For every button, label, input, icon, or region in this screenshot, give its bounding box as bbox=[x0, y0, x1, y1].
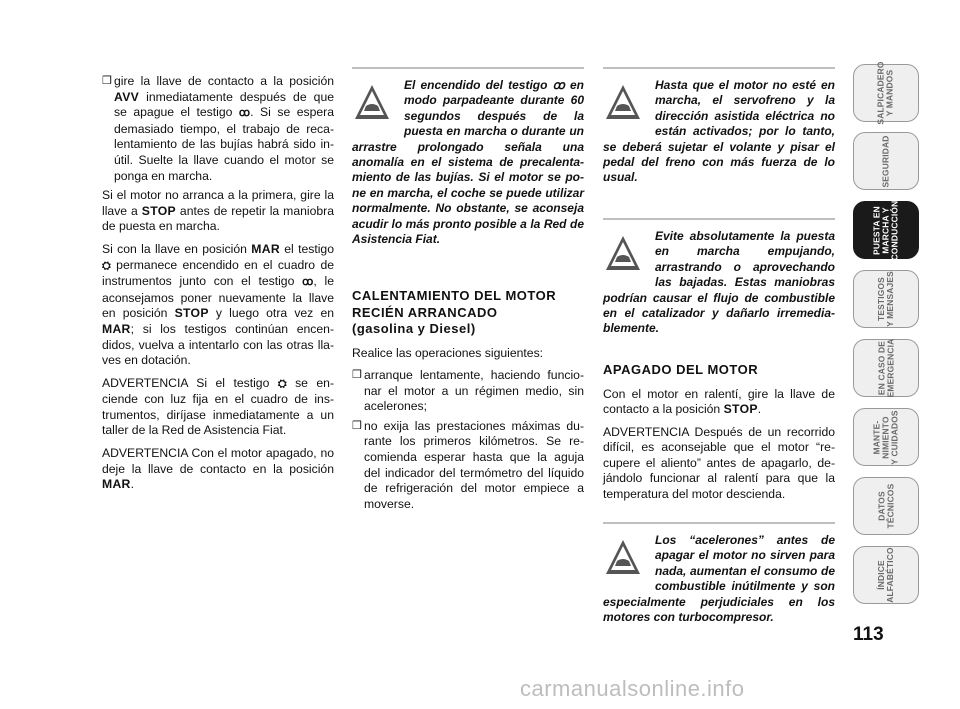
paragraph: ADVERTENCIA Con el motor apagado, no deje la llave de contacto en la posición MAR. bbox=[102, 446, 334, 492]
warning-text: Hasta que el motor no esté en marcha, el servofreno y la dirección asistida eléctrica no están activados; por lo tanto, se deberá sujetar el volante y pisar el pedal del freno con más fuerza de lo usual. bbox=[603, 78, 835, 185]
list-item bbox=[352, 368, 584, 415]
bullet-text: gire la llave de contacto a la posición AVV inmediatamente después de que se apague el testigo ꝏ. Si se espera demasiado tiempo, el trabajo de recalentamiento de las bujías habrá sido inútil. Suelte la llave cuando el motor se ponga en marcha. bbox=[114, 74, 334, 183]
tab-seguridad[interactable]: SEGURIDAD bbox=[853, 132, 919, 190]
warning-text: El encendido del testigo ꝏ en modo parpadeante durante 60 segundos después de la puesta en marcha o durante un arrastre prolongado señala una anomalía en el sistema de precalentamiento de las bujías. Si el motor se pone en marcha, el coche se puede utilizar normalmente. No obstante, se aconseja acudir lo más pronto posible a la Red de Asistencia Fiat. bbox=[352, 78, 584, 247]
right-column bbox=[603, 362, 835, 510]
paragraph: Si con la llave en posición MAR el testigo ⛭ permanece encendido en el cuadro de instrumentos junto con el testigo ꝏ, le aconsejamos poner nuevamente la llave en posición STOP y luego otra vez en MAR; si los testigos continúan encendidos, vuelva a intentarlo con las otras llaves en dotación. bbox=[102, 241, 334, 368]
tab-datos-tecnicos[interactable]: DATOS TÉCNICOS bbox=[853, 477, 919, 535]
section-heading: CALENTAMIENTO DEL MOTOR RECIÉN ARRANCADO (gasolina y Diesel) bbox=[352, 288, 557, 336]
warning-text: Los “acelerones” antes de apagar el motor no sirven para nada, aumentan el consumo de combustible inútilmente y son especialmente perjudiciales en los motores con turbocompresor. bbox=[603, 533, 835, 625]
warning-triangle-icon bbox=[352, 81, 392, 125]
warning-box bbox=[603, 229, 835, 337]
watermark: carmanualsonline.info bbox=[520, 676, 745, 701]
tab-emergencia[interactable]: EN CASO DE EMERGENCIA bbox=[853, 339, 919, 397]
list-item bbox=[352, 419, 584, 513]
separator bbox=[352, 67, 584, 69]
warning-box bbox=[603, 78, 835, 186]
tab-testigos[interactable]: TESTIGOS Y MENSAJES bbox=[853, 270, 919, 328]
tab-salpicadero[interactable]: SALPICADERO Y MANDOS bbox=[853, 64, 919, 122]
warning-text: Evite absolutamente la puesta en marcha empujando, arrastrando o aprovechando las bajadas. Estas maniobras podrían causar el flujo de combustible en el catalizador y dañarlo irremediablemente. bbox=[603, 229, 835, 336]
bullet-icon: ❒ bbox=[352, 369, 362, 382]
warning-box bbox=[603, 533, 835, 625]
paragraph: ADVERTENCIA Después de un recorrido difícil, es aconsejable que el motor “recupere el aliento” antes de apagarlo, dejándolo funcionar al ralentí para que la temperatura del motor descienda. bbox=[603, 424, 835, 502]
bullet-text: no exija las prestaciones máximas durante los primeros kilómetros. Se recomienda esperar hasta que la aguja del indicador del termómetro del líquido de refrigeración del motor empiece a moverse. bbox=[364, 418, 584, 511]
paragraph: Con el motor en ralentí, gire la llave de contacto a la posición STOP. bbox=[603, 386, 835, 417]
separator bbox=[603, 67, 835, 69]
page-number: 113 bbox=[853, 624, 884, 645]
bullet-icon: ❒ bbox=[352, 419, 362, 432]
middle-column bbox=[352, 288, 584, 516]
paragraph: Realice las operaciones siguientes: bbox=[352, 345, 544, 360]
paragraph: Si el motor no arranca a la primera, gire la llave a STOP antes de repetir la maniobra de puesta en marcha. bbox=[102, 188, 334, 234]
warning-triangle-icon bbox=[603, 232, 643, 276]
glow-plug-icon: ꝏ bbox=[552, 78, 565, 92]
tab-mantenimiento[interactable]: MANTE- NIMIENTO Y CUIDADOS bbox=[853, 408, 919, 466]
warning-triangle-icon bbox=[603, 536, 643, 580]
tab-puesta-en-marcha[interactable]: PUESTA EN MARCHA Y CONDUCCIÓN bbox=[853, 201, 919, 259]
glow-plug-icon: ꝏ bbox=[302, 276, 314, 289]
tab-indice[interactable]: ÍNDICE ALFABÉTICO bbox=[853, 546, 919, 604]
glow-plug-icon: ꝏ bbox=[238, 107, 251, 120]
bullet-icon: ❒ bbox=[102, 75, 112, 87]
section-heading: APAGADO DEL MOTOR bbox=[603, 362, 759, 377]
engine-warning-icon: ⛭ bbox=[277, 377, 287, 390]
bullet-text: arranque lentamente, haciendo funcionar el motor a un régimen medio, sin acelerones; bbox=[364, 368, 584, 414]
warning-box bbox=[352, 78, 584, 247]
separator bbox=[603, 218, 835, 220]
paragraph: ADVERTENCIA Si el testigo ⛭ se enciende con luz fija en el cuadro de instrumentos, diríjase inmediatamente a un taller de la Red de Asistencia Fiat. bbox=[102, 375, 335, 438]
engine-warning-icon: ⛭ bbox=[102, 259, 111, 272]
separator bbox=[603, 522, 835, 524]
list-item bbox=[102, 74, 334, 184]
left-column bbox=[102, 74, 334, 500]
warning-triangle-icon bbox=[603, 81, 643, 125]
